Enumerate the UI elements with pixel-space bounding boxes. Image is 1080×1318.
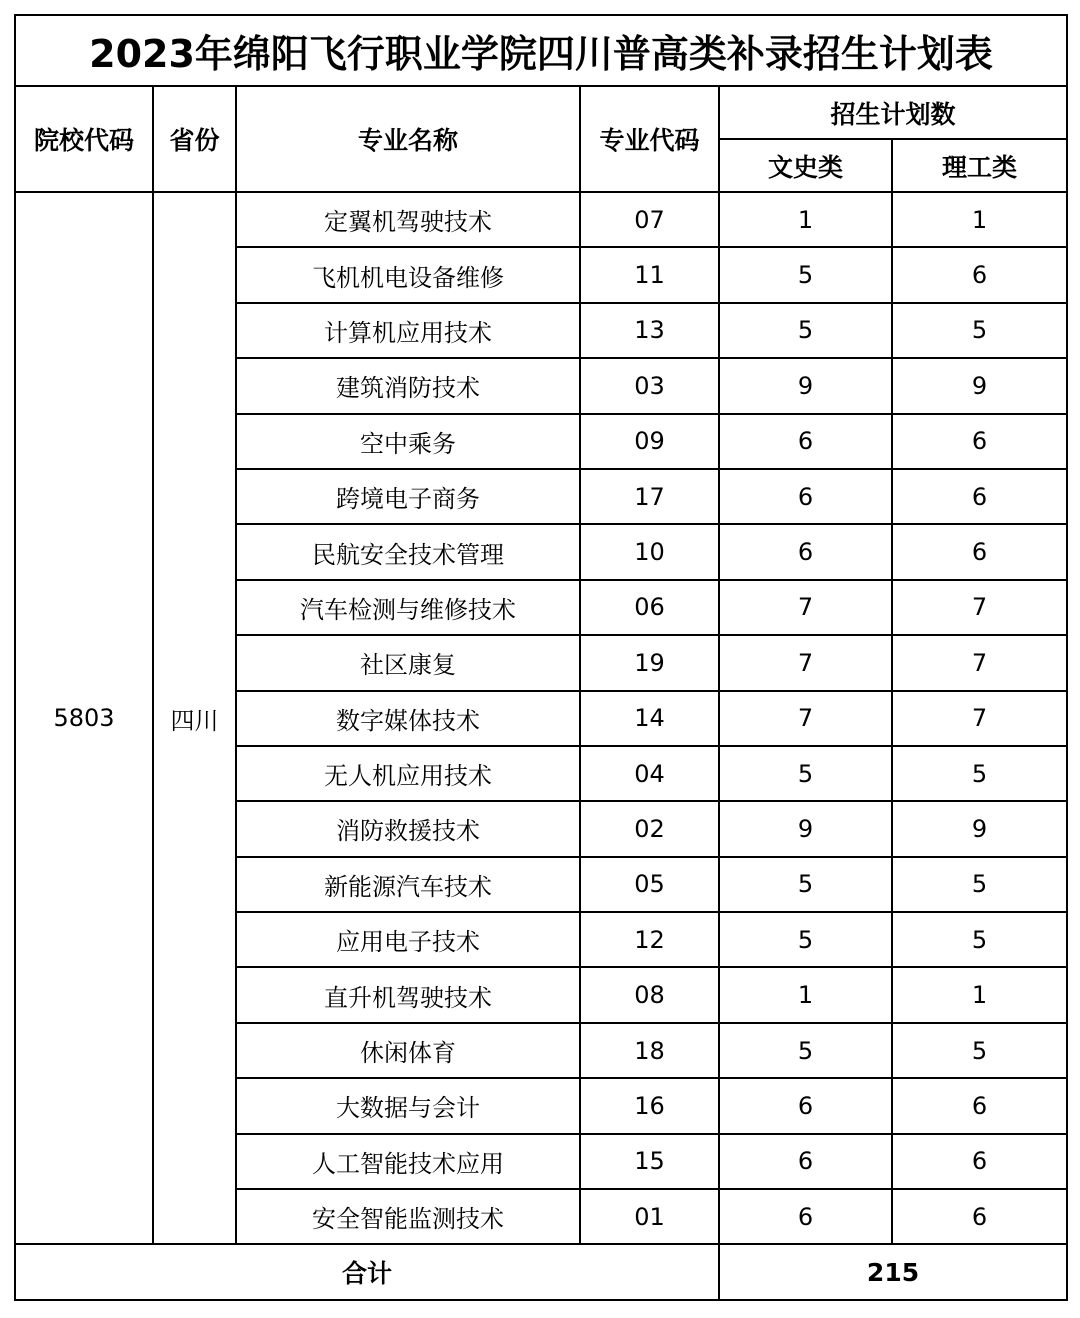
arts-count-cell: 6	[719, 1189, 892, 1244]
total-label: 合计	[15, 1244, 719, 1300]
major-name-cell: 消防救援技术	[236, 801, 580, 856]
major-name-cell: 无人机应用技术	[236, 746, 580, 801]
major-code-cell: 19	[580, 635, 719, 690]
major-name-cell: 空中乘务	[236, 414, 580, 469]
major-name-cell: 定翼机驾驶技术	[236, 192, 580, 247]
major-code-cell: 01	[580, 1189, 719, 1244]
major-code-cell: 05	[580, 857, 719, 912]
enrollment-plan-table	[14, 14, 1068, 1301]
major-name-cell: 安全智能监测技术	[236, 1189, 580, 1244]
science-count-cell: 5	[892, 912, 1067, 967]
header-major-name: 专业名称	[236, 86, 580, 192]
science-count-cell: 7	[892, 691, 1067, 746]
arts-count-cell: 6	[719, 1134, 892, 1189]
arts-count-cell: 5	[719, 247, 892, 302]
major-name-cell: 跨境电子商务	[236, 469, 580, 524]
arts-count-cell: 6	[719, 469, 892, 524]
arts-count-cell: 6	[719, 414, 892, 469]
major-code-cell: 03	[580, 358, 719, 413]
science-count-cell: 5	[892, 1023, 1067, 1078]
major-code-cell: 13	[580, 303, 719, 358]
arts-count-cell: 9	[719, 358, 892, 413]
major-name-cell: 直升机驾驶技术	[236, 967, 580, 1022]
major-name-cell: 大数据与会计	[236, 1078, 580, 1133]
major-code-cell: 14	[580, 691, 719, 746]
major-code-cell: 10	[580, 524, 719, 579]
science-count-cell: 6	[892, 1134, 1067, 1189]
major-name-cell: 休闲体育	[236, 1023, 580, 1078]
science-count-cell: 6	[892, 414, 1067, 469]
major-name-cell: 社区康复	[236, 635, 580, 690]
total-row	[15, 1244, 1067, 1300]
major-code-cell: 18	[580, 1023, 719, 1078]
science-count-cell: 7	[892, 635, 1067, 690]
science-count-cell: 6	[892, 469, 1067, 524]
arts-count-cell: 6	[719, 1078, 892, 1133]
science-count-cell: 5	[892, 303, 1067, 358]
science-count-cell: 1	[892, 192, 1067, 247]
arts-count-cell: 5	[719, 1023, 892, 1078]
science-count-cell: 5	[892, 746, 1067, 801]
major-code-cell: 07	[580, 192, 719, 247]
major-name-cell: 汽车检测与维修技术	[236, 580, 580, 635]
major-name-cell: 人工智能技术应用	[236, 1134, 580, 1189]
header-major-code: 专业代码	[580, 86, 719, 192]
major-name-cell: 计算机应用技术	[236, 303, 580, 358]
header-arts: 文史类	[719, 139, 892, 192]
major-name-cell: 建筑消防技术	[236, 358, 580, 413]
arts-count-cell: 7	[719, 635, 892, 690]
science-count-cell: 7	[892, 580, 1067, 635]
arts-count-cell: 6	[719, 524, 892, 579]
science-count-cell: 9	[892, 358, 1067, 413]
major-name-cell: 民航安全技术管理	[236, 524, 580, 579]
arts-count-cell: 1	[719, 192, 892, 247]
arts-count-cell: 5	[719, 912, 892, 967]
science-count-cell: 9	[892, 801, 1067, 856]
major-name-cell: 数字媒体技术	[236, 691, 580, 746]
total-value: 215	[719, 1244, 1067, 1300]
major-code-cell: 06	[580, 580, 719, 635]
table-title: 2023年绵阳飞行职业学院四川普高类补录招生计划表	[15, 15, 1067, 86]
province-cell: 四川	[153, 192, 236, 1244]
major-code-cell: 12	[580, 912, 719, 967]
major-code-cell: 11	[580, 247, 719, 302]
arts-count-cell: 7	[719, 580, 892, 635]
major-code-cell: 15	[580, 1134, 719, 1189]
major-code-cell: 09	[580, 414, 719, 469]
major-code-cell: 16	[580, 1078, 719, 1133]
science-count-cell: 6	[892, 247, 1067, 302]
header-science: 理工类	[892, 139, 1067, 192]
table-row	[15, 192, 1067, 247]
major-code-cell: 02	[580, 801, 719, 856]
science-count-cell: 6	[892, 1189, 1067, 1244]
arts-count-cell: 5	[719, 746, 892, 801]
major-name-cell: 飞机机电设备维修	[236, 247, 580, 302]
major-name-cell: 新能源汽车技术	[236, 857, 580, 912]
science-count-cell: 5	[892, 857, 1067, 912]
science-count-cell: 6	[892, 524, 1067, 579]
arts-count-cell: 1	[719, 967, 892, 1022]
arts-count-cell: 7	[719, 691, 892, 746]
header-province: 省份	[153, 86, 236, 192]
table-body	[15, 192, 1067, 1244]
science-count-cell: 1	[892, 967, 1067, 1022]
arts-count-cell: 5	[719, 857, 892, 912]
header-plan-count: 招生计划数	[719, 86, 1067, 139]
header-school-code: 院校代码	[15, 86, 153, 192]
science-count-cell: 6	[892, 1078, 1067, 1133]
arts-count-cell: 5	[719, 303, 892, 358]
major-code-cell: 08	[580, 967, 719, 1022]
school-code-cell: 5803	[15, 192, 153, 1244]
major-code-cell: 17	[580, 469, 719, 524]
major-name-cell: 应用电子技术	[236, 912, 580, 967]
arts-count-cell: 9	[719, 801, 892, 856]
major-code-cell: 04	[580, 746, 719, 801]
